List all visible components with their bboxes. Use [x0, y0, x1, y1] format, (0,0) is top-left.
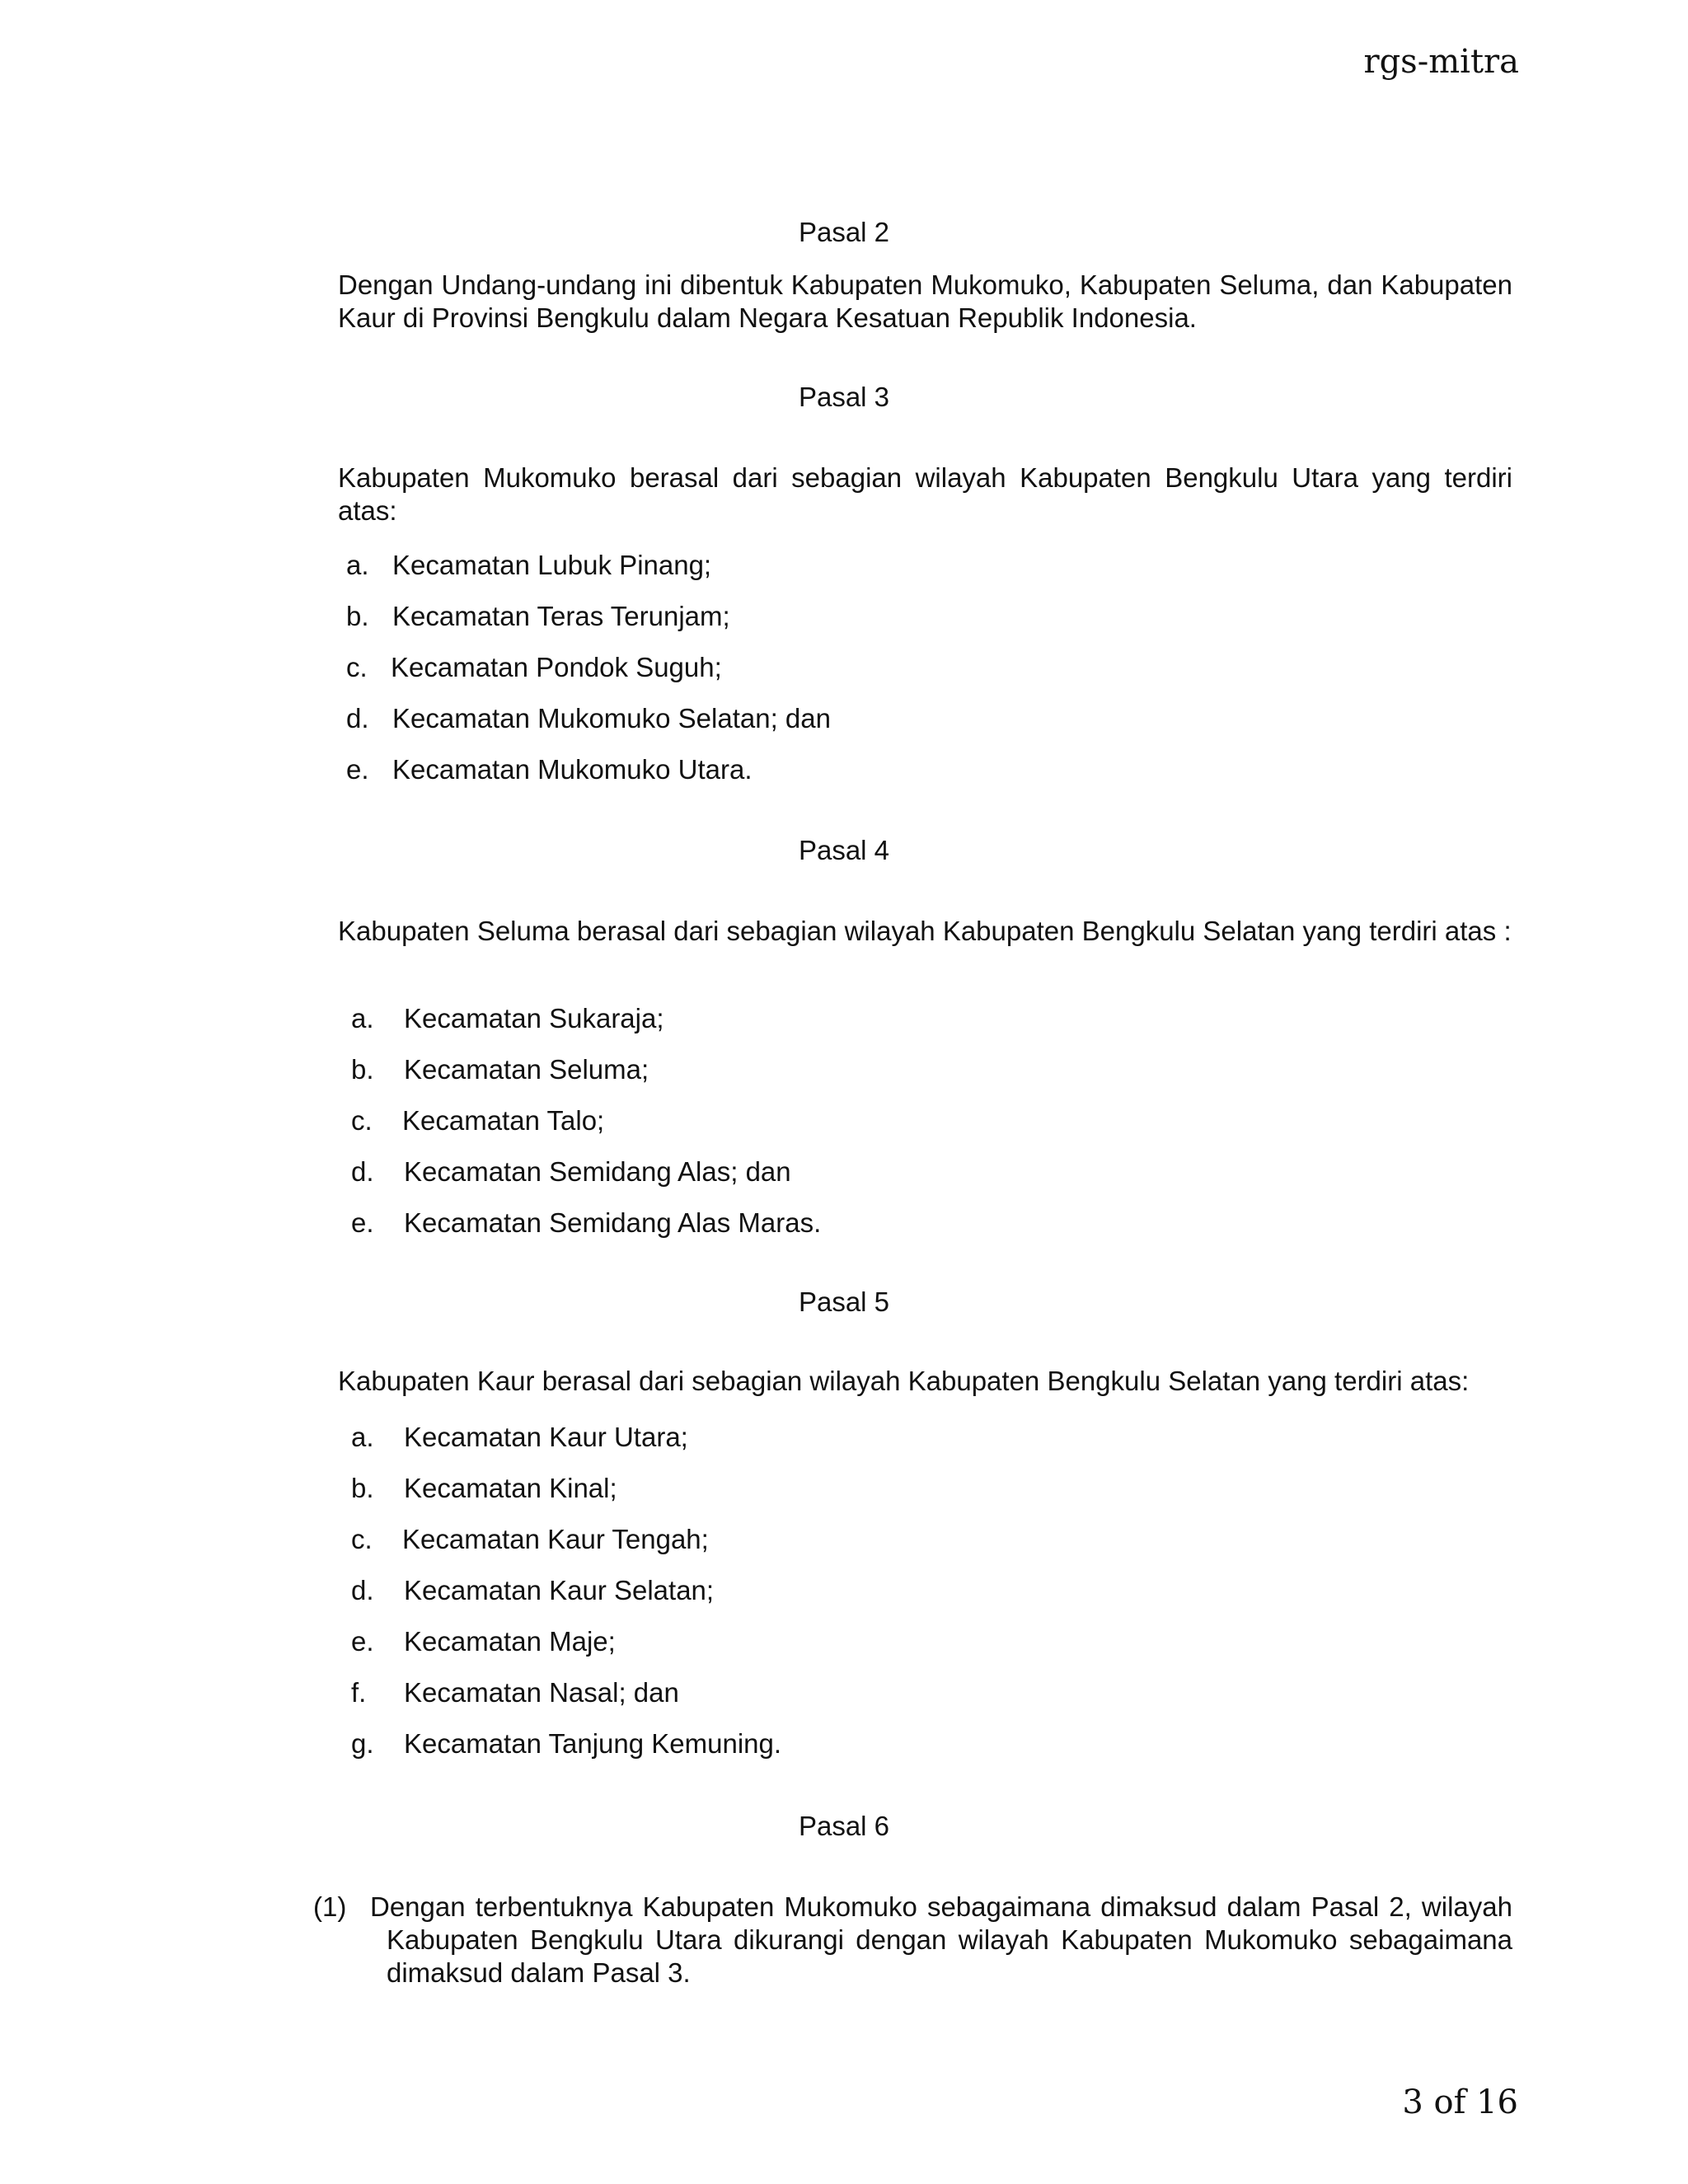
list-item-text: Kecamatan Semidang Alas; dan — [404, 1156, 791, 1187]
list-item-label: e. — [346, 754, 369, 785]
list-item-label: g. — [351, 1728, 374, 1759]
list-item-text: Kecamatan Sukaraja; — [404, 1003, 664, 1033]
pasal-5-heading: Pasal 5 — [798, 1286, 890, 1317]
list-item-label: c. — [346, 652, 368, 682]
list-item-text: Kecamatan Kaur Tengah; — [402, 1524, 709, 1554]
list-item-text: Kecamatan Semidang Alas Maras. — [404, 1207, 822, 1238]
list-item-text: Kecamatan Kaur Selatan; — [404, 1575, 715, 1605]
list-item-label: b. — [351, 1473, 374, 1503]
list-item-text: Kecamatan Tanjung Kemuning. — [404, 1728, 782, 1759]
list-item-label: c. — [351, 1524, 373, 1554]
list-item-text: Kecamatan Kaur Utara; — [404, 1422, 688, 1452]
clause-number: (1) — [313, 1891, 347, 1922]
list-item-text: Kecamatan Mukomuko Utara. — [392, 754, 753, 785]
list-item-label: d. — [351, 1156, 374, 1187]
list-item-label: d. — [351, 1575, 374, 1605]
watermark: rgs-mitra — [1363, 43, 1519, 81]
list-item-label: b. — [351, 1054, 374, 1085]
pasal-5-intro: Kabupaten Kaur berasal dari sebagian wilayah Kabupaten Bengkulu Selatan yang terdiri atas: — [338, 1366, 1470, 1396]
list-item-label: e. — [351, 1207, 374, 1238]
list-item-text: Kecamatan Kinal; — [404, 1473, 617, 1503]
list-item-text: Kecamatan Mukomuko Selatan; dan — [392, 703, 831, 733]
list-item-label: c. — [351, 1105, 373, 1136]
list-item-label: a. — [346, 550, 369, 580]
list-item-text: Kecamatan Seluma; — [404, 1054, 649, 1085]
list-item-label: a. — [351, 1003, 374, 1033]
pasal-2-text: Dengan Undang-undang ini dibentuk Kabupaten Mukomuko, Kabupaten Seluma, dan Kabupaten Kaur di Provinsi Bengkulu dalam Negara Kesatuan Republik Indonesia. — [338, 269, 1512, 333]
pasal-2-heading: Pasal 2 — [798, 217, 890, 247]
clause-text-continued: Kabupaten Bengkulu Utara dikurangi dengan wilayah Kabupaten Mukomuko sebagaimana dimaksud dalam Pasal 3. — [387, 1924, 1512, 1988]
pasal-4-intro: Kabupaten Seluma berasal dari sebagian wilayah Kabupaten Bengkulu Selatan yang terdiri atas : — [338, 916, 1512, 946]
list-item-text: Kecamatan Maje; — [404, 1626, 616, 1657]
list-item-text: Kecamatan Talo; — [402, 1105, 605, 1136]
pasal-6-heading: Pasal 6 — [798, 1811, 890, 1841]
list-item-text: Kecamatan Lubuk Pinang; — [392, 550, 712, 580]
list-item-label: e. — [351, 1626, 374, 1657]
list-item-text: Kecamatan Pondok Suguh; — [391, 652, 722, 682]
pasal-4-heading: Pasal 4 — [798, 835, 890, 865]
list-item-text: Kecamatan Nasal; dan — [404, 1677, 679, 1708]
pasal-3-intro: Kabupaten Mukomuko berasal dari sebagian wilayah Kabupaten Bengkulu Utara yang terdiri atas: — [338, 462, 1512, 526]
list-item-label: a. — [351, 1422, 374, 1452]
pasal-3-heading: Pasal 3 — [798, 382, 890, 412]
list-item-text: Kecamatan Teras Terunjam; — [392, 601, 730, 631]
list-item-label: b. — [346, 601, 369, 631]
clause-text-line-1: Dengan terbentuknya Kabupaten Mukomuko sebagaimana dimaksud dalam Pasal 2, wilayah — [370, 1891, 1512, 1922]
page-number: 3 of 16 — [1402, 2083, 1518, 2121]
list-item-label: f. — [351, 1677, 367, 1708]
list-item-label: d. — [346, 703, 369, 733]
